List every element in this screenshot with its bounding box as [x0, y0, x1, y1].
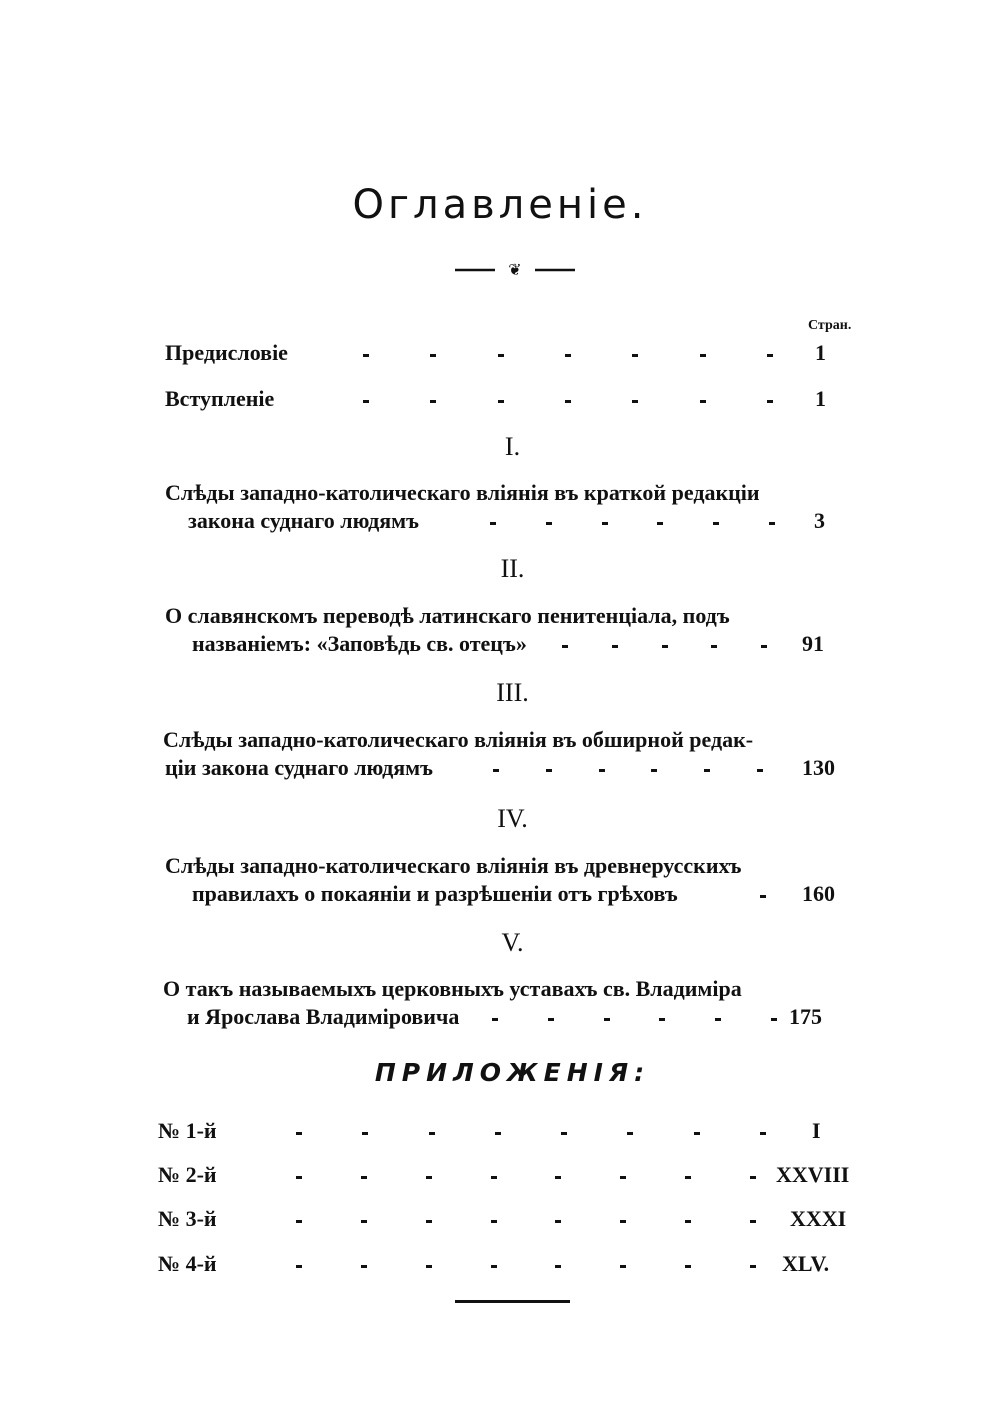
- section-2-title-line1[interactable]: О славянскомъ переводѣ латинскаго пенитенціала, подъ: [165, 603, 730, 628]
- entry-page: 91: [802, 631, 824, 656]
- section-numeral-1: I.: [504, 432, 521, 461]
- section-4-title-line1[interactable]: Слѣды западно-католическаго вліянія въ древнерусскихъ: [165, 853, 742, 878]
- toc-entry-section-4[interactable]: [192, 881, 852, 911]
- entry-label: закона суднаго людямъ: [188, 508, 419, 533]
- dot-leaders: [562, 645, 767, 649]
- toc-entry-section-5[interactable]: [187, 1004, 852, 1034]
- dot-leaders: [490, 522, 775, 526]
- entry-label: и Ярослава Владиміровича: [187, 1004, 460, 1029]
- dot-leaders: [363, 354, 773, 358]
- entry-page: XXVIII: [776, 1162, 850, 1187]
- entry-label: правилахъ о покаяніи и разрѣшеніи отъ грѣховъ: [192, 881, 678, 906]
- toc-entry-appendix-2[interactable]: [158, 1162, 858, 1192]
- entry-page: 130: [802, 755, 835, 780]
- section-numeral-2: II.: [500, 554, 525, 583]
- section-numeral-4: IV.: [497, 804, 528, 833]
- toc-entry-section-3[interactable]: [165, 755, 845, 785]
- section-5-title-line1[interactable]: О такъ называемыхъ церковныхъ уставахъ св. Владиміра: [163, 976, 742, 1001]
- toc-entry-section-2[interactable]: [192, 631, 852, 661]
- dot-leaders: [296, 1220, 756, 1224]
- dot-leaders: [296, 1265, 756, 1269]
- toc-entry-section-1[interactable]: [188, 508, 848, 538]
- toc-entry-appendix-1[interactable]: [158, 1118, 858, 1148]
- entry-page: I: [812, 1118, 821, 1143]
- entry-label: Предисловіе: [165, 340, 288, 365]
- entry-label: названіемъ: «Заповѣдь св. отецъ»: [192, 631, 527, 656]
- dot-leaders: [492, 1018, 777, 1022]
- entry-label: ціи закона суднаго людямъ: [165, 755, 433, 780]
- title-ornament: [455, 258, 575, 282]
- entry-page: XXXI: [790, 1206, 847, 1231]
- section-3-title-line1[interactable]: Слѣды западно-католическаго вліянія въ обширной редак-: [163, 727, 754, 752]
- page-title: Оглавленіе.: [352, 182, 648, 228]
- entry-page: 175: [789, 1004, 822, 1029]
- entry-label: № 1-й: [158, 1118, 217, 1143]
- entry-page: 1: [815, 340, 826, 365]
- toc-entry-appendix-3[interactable]: [158, 1206, 858, 1236]
- end-rule: [455, 1300, 570, 1303]
- dot-leaders: [760, 895, 766, 899]
- entry-label: № 4-й: [158, 1251, 217, 1276]
- dot-leaders: [296, 1132, 766, 1136]
- entry-page: 1: [815, 386, 826, 411]
- section-numeral-3: III.: [496, 678, 529, 707]
- entry-page: 3: [814, 508, 825, 533]
- section-numeral-5: V.: [501, 928, 524, 957]
- dot-leaders: [363, 400, 773, 404]
- dot-leaders: [493, 769, 763, 773]
- entry-label: № 2-й: [158, 1162, 217, 1187]
- entry-label: № 3-й: [158, 1206, 217, 1231]
- pages-column-header: Стран.: [808, 318, 852, 333]
- toc-entry-introduction[interactable]: [165, 386, 845, 416]
- entry-label: Вступленіе: [165, 386, 275, 411]
- entry-page: XLV.: [782, 1251, 830, 1276]
- appendices-title: ПРИЛОЖЕНІЯ:: [374, 1058, 651, 1087]
- dot-leaders: [296, 1176, 756, 1180]
- svg-text:❦: ❦: [508, 260, 522, 279]
- section-1-title-line1[interactable]: Слѣды западно-католическаго вліянія въ краткой редакціи: [165, 480, 760, 505]
- entry-page: 160: [802, 881, 835, 906]
- toc-entry-appendix-4[interactable]: [158, 1251, 858, 1281]
- toc-entry-preface[interactable]: [165, 340, 845, 370]
